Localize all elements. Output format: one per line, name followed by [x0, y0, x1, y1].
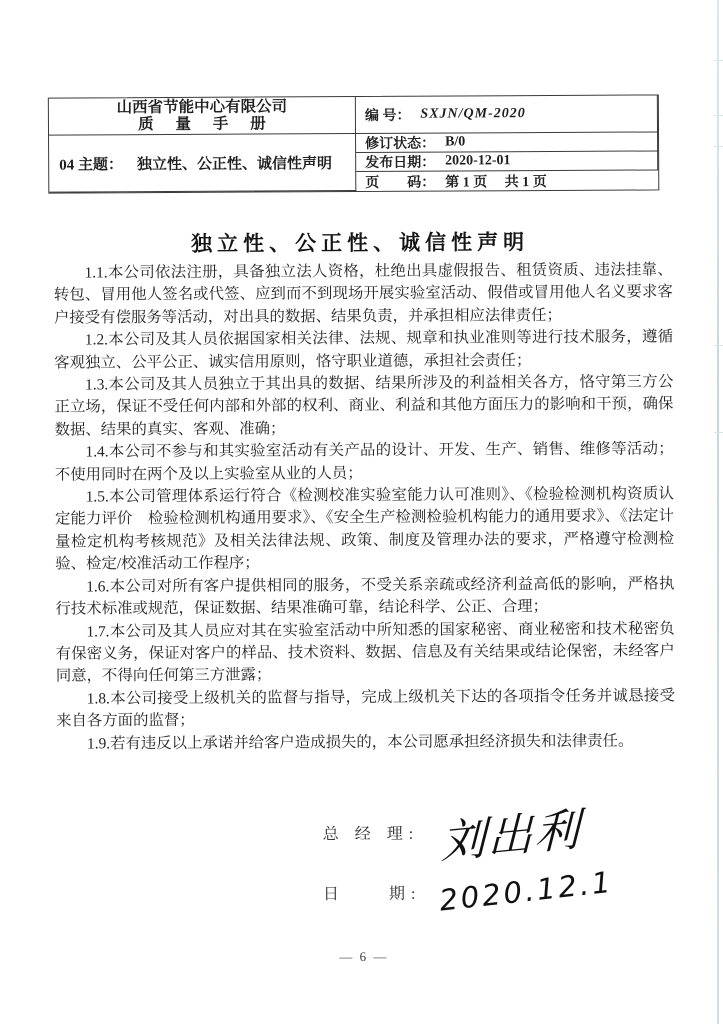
scan-artifact — [714, 60, 723, 61]
issue-date-cell — [356, 151, 658, 172]
scan-artifact — [714, 432, 723, 433]
handwritten-date: 2020.12.1 — [438, 864, 616, 918]
issue-date-value: 2020-12-01 — [445, 153, 511, 169]
revision-cell — [356, 132, 658, 153]
declaration-paragraph: 1.3.本公司及其人员独立于其出具的数据、结果所涉及的利益相关各方，恪守第三方公正立场，保证不受任何内部和外部的权利、商业、利益和其他方面压力的影响和干预，确保数据、结果的真实、客观、准确； — [54, 373, 674, 439]
declaration-paragraph: 1.8.本公司接受上级机关的监督与指导，完成上级机关下达的各项指令任务并诚恳接受来自各方面的监督； — [56, 687, 676, 730]
scan-artifact — [714, 146, 723, 147]
company-name: 山西省节能中心有限公司 — [116, 98, 288, 117]
revision-value: B/0 — [445, 134, 466, 150]
page-code-label: 页 码： — [365, 175, 436, 191]
doc-number-label: 编 号： — [364, 108, 411, 124]
manager-signature-row — [323, 799, 614, 866]
date-signature-row — [322, 864, 616, 918]
manager-handwritten-signature: 刘出利 — [441, 804, 583, 868]
scan-artifact — [714, 345, 723, 346]
manager-label: 总 经 理: — [322, 825, 420, 844]
manual-name: 质 量 手 册 — [138, 115, 275, 134]
declaration-paragraph: 1.9.若有违反以上承诺并给客户造成损失的，本公司愿承担经济损失和法律责任。 — [86, 732, 634, 752]
footer-page-number: — 6 — — [339, 948, 389, 965]
doc-number-cell — [356, 95, 658, 134]
page-code-cell — [356, 170, 658, 191]
company-title-cell — [49, 97, 356, 136]
declaration-paragraph: 1.2.本公司及其人员依据国家相关法律、法规、规章和执业准则等进行技术服务，遵循客观独立、公平公正、诚实信用原则，恪守职业道德，承担社会责任； — [54, 328, 674, 372]
subject-cell — [49, 134, 356, 193]
issue-date-label: 发布日期： — [365, 155, 436, 171]
revision-label: 修订状态： — [365, 136, 436, 152]
date-label: 日 期: — [322, 885, 422, 903]
declaration-paragraph: 1.4.本公司不参与和其实验室活动有关产品的设计、开发、生产、销售、维修等活动；不使用同时在两个及以上实验室从业的人员； — [54, 440, 674, 484]
page-code-value: 第 1 页 共 1 页 — [445, 174, 547, 191]
declaration-paragraph: 1.7.本公司及其人员应对其在实验室活动中所知悉的国家秘密、商业秘密和技术秘密负有保密义务，保证对客户的样品、技术资料、数据、信息及有关结果或结论保密，未经客户同意，不得向任何第三方泄露； — [55, 619, 675, 685]
declaration-paragraph: 1.1.本公司依法注册，具备独立法人资格，杜绝出具虚假报告、租赁资质、违法挂靠、转包、冒用他人签名或代签、应到而不到现场开展实验室活动、假借或冒用他人名义要求客户接受有偿服务等活动，对出具的数据、结果负责，并承担相应法律责任； — [53, 261, 673, 327]
subject-label: 04 主题： — [59, 156, 123, 174]
declaration-paragraph: 1.5.本公司管理体系运行符合《检测校准实验室能力认可准则》、《检验检测机构资质认定能力评价 检验检测机构通用要求》、《安全生产检测检验机构能力的通用要求》、《法定计量检定机构考核规范》及相关法律法规、政策、制度及管理办法的要求，严格遵守检测检验、检定/校准活动工作程序； — [54, 485, 675, 573]
scan-artifact — [714, 115, 723, 116]
doc-number-value: SXJN/QM-2020 — [420, 106, 526, 122]
subject-value: 独立性、公正性、诚信性声明 — [136, 155, 332, 173]
signature-block — [322, 799, 616, 918]
header-table — [48, 94, 659, 193]
scan-edge-artifact — [717, 0, 719, 1024]
declaration-title: 独立性、公正性、诚信性声明 — [191, 230, 530, 256]
declaration-paragraph: 1.6.本公司对所有客户提供相同的服务，不受关系亲疏或经济利益高低的影响，严格执行技术标准或规范，保证数据、结果准确可靠，结论科学、公正、合理； — [55, 575, 675, 618]
declaration-body — [54, 259, 676, 755]
